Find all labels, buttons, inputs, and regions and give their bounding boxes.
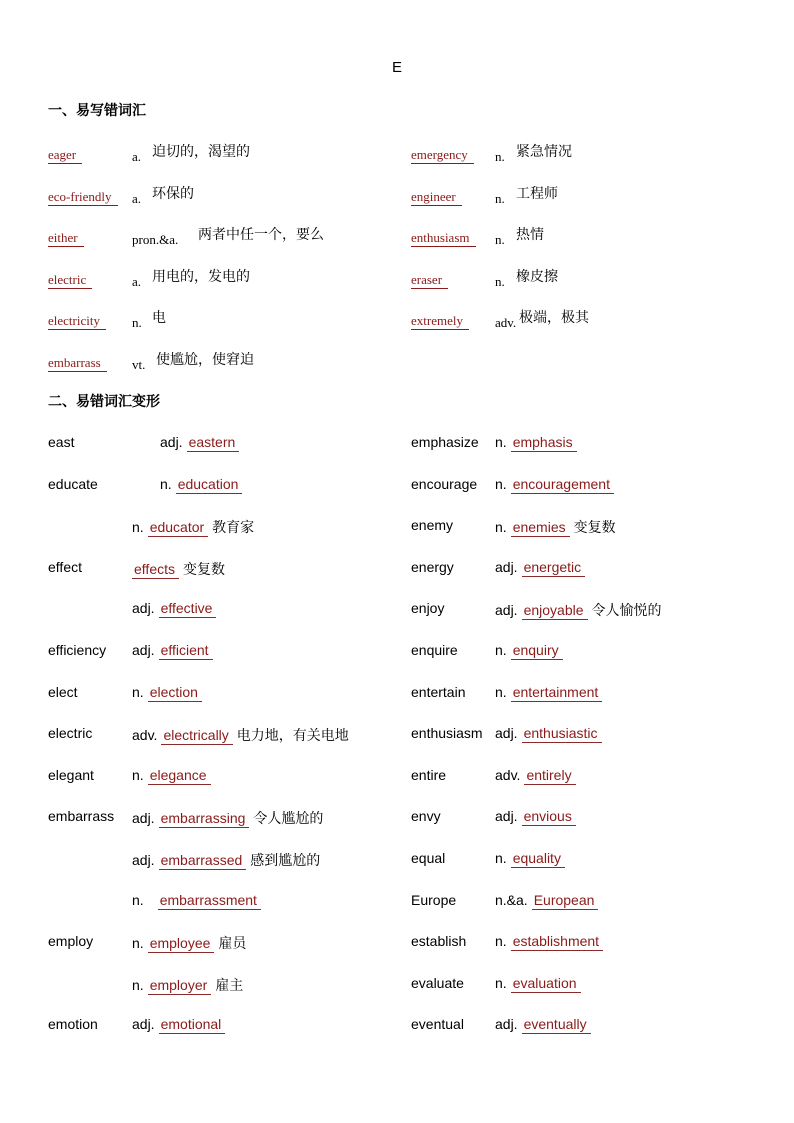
base-word: entertain xyxy=(411,683,466,700)
part-of-speech: n. xyxy=(132,891,144,908)
answer-blank: enemies xyxy=(511,519,570,537)
derived-form xyxy=(495,892,598,910)
form-note: 变复数 xyxy=(573,520,616,537)
derived-form xyxy=(132,975,243,995)
part-of-speech: n. xyxy=(495,273,505,289)
base-word: enquire xyxy=(411,642,458,658)
answer-blank: election xyxy=(148,684,202,702)
answer-blank: equality xyxy=(511,850,565,868)
base-word: efficiency xyxy=(48,642,107,658)
answer-blank: emotional xyxy=(159,1016,226,1034)
answer-blank: employee xyxy=(148,935,215,953)
derived-form xyxy=(495,642,563,660)
derived-form xyxy=(495,559,585,577)
answer-blank: embarrassed xyxy=(159,852,247,870)
vocab-word: emergency xyxy=(411,147,474,164)
derived-form xyxy=(160,434,239,452)
part-of-speech: n.&a. xyxy=(495,891,528,908)
part-of-speech: n. xyxy=(132,315,142,330)
answer-blank: efficient xyxy=(159,642,213,660)
part-of-speech: adv. xyxy=(495,315,517,330)
base-word: envy xyxy=(411,808,441,825)
part-of-speech: a. xyxy=(132,273,142,289)
answer-blank: educator xyxy=(148,519,208,537)
base-word: enemy xyxy=(411,517,454,534)
base-word: emotion xyxy=(48,1016,98,1033)
part-of-speech: n. xyxy=(132,935,144,952)
part-of-speech: pron.&a. xyxy=(132,232,179,247)
answer-blank: entirely xyxy=(524,767,575,785)
derived-form xyxy=(495,850,565,868)
part-of-speech: n. xyxy=(132,519,144,536)
part-of-speech: adj. xyxy=(132,600,155,617)
answer-blank: envious xyxy=(522,808,576,826)
vocab-word: eco-friendly xyxy=(48,189,118,206)
derived-form xyxy=(132,725,349,745)
derived-form xyxy=(495,434,577,452)
derived-form xyxy=(160,476,242,494)
part-of-speech: a. xyxy=(132,149,142,164)
form-note: 电力地，有关电地 xyxy=(236,728,349,745)
answer-blank: employer xyxy=(148,977,212,995)
derived-form xyxy=(132,517,254,537)
part-of-speech: n. xyxy=(495,519,507,536)
part-of-speech: adj. xyxy=(495,1016,518,1033)
derived-form xyxy=(495,517,616,537)
derived-form xyxy=(132,642,213,660)
word-meaning: 橡皮擦 xyxy=(516,268,558,285)
form-note: 雇主 xyxy=(215,977,244,994)
answer-blank: eastern xyxy=(187,434,240,452)
word-meaning: 热情 xyxy=(516,227,544,243)
derived-form xyxy=(132,1016,225,1034)
part-of-speech: adj. xyxy=(132,1016,155,1033)
part-of-speech: n. xyxy=(495,850,507,866)
base-word: elegant xyxy=(48,766,94,783)
part-of-speech: adj. xyxy=(495,558,518,575)
part-of-speech: n. xyxy=(495,683,507,700)
word-meaning: 两者中任一个，要么 xyxy=(198,227,324,243)
answer-blank: energetic xyxy=(522,559,586,577)
vocab-word: extremely xyxy=(411,313,469,330)
derived-form xyxy=(495,725,602,743)
part-of-speech: n. xyxy=(495,149,505,164)
word-meaning: 迫切的，渴望的 xyxy=(152,144,250,160)
derived-form xyxy=(132,933,246,953)
base-word: electric xyxy=(48,725,93,742)
section-heading-misspelled: 一、易写错词汇 xyxy=(48,103,146,119)
answer-blank: eventually xyxy=(522,1016,591,1034)
base-word: embarrass xyxy=(48,808,115,825)
base-word: entire xyxy=(411,766,447,783)
base-word: Europe xyxy=(411,891,457,908)
part-of-speech: n. xyxy=(495,434,507,450)
derived-form xyxy=(495,933,603,951)
part-of-speech: adj. xyxy=(132,642,155,658)
form-note: 教育家 xyxy=(212,520,255,537)
vocab-word: electric xyxy=(48,272,92,289)
answer-blank: European xyxy=(532,892,599,910)
word-meaning: 电 xyxy=(152,310,166,326)
base-word: equal xyxy=(411,850,446,866)
answer-blank: enjoyable xyxy=(522,602,588,620)
page-title: E xyxy=(391,59,402,76)
answer-blank: evaluation xyxy=(511,975,581,993)
answer-blank: establishment xyxy=(511,933,603,951)
form-note: 变复数 xyxy=(183,561,225,578)
part-of-speech: adj. xyxy=(132,810,155,827)
derived-form xyxy=(132,600,216,618)
part-of-speech: adj. xyxy=(495,725,518,742)
word-meaning: 工程师 xyxy=(516,185,558,202)
answer-blank: emphasis xyxy=(511,434,577,452)
word-meaning: 紧急情况 xyxy=(516,144,572,160)
derived-form xyxy=(495,476,614,494)
word-meaning: 极端，极其 xyxy=(519,310,589,326)
base-word: energy xyxy=(411,558,454,575)
vocab-word: engineer xyxy=(411,189,462,206)
answer-blank: effects xyxy=(132,561,179,579)
part-of-speech: n. xyxy=(160,475,172,492)
form-note: 令人愉悦的 xyxy=(591,603,662,620)
derived-form xyxy=(495,1016,591,1034)
base-word: establish xyxy=(411,933,467,950)
base-word: emphasize xyxy=(411,434,479,450)
part-of-speech: n. xyxy=(132,976,144,993)
answer-blank: electrically xyxy=(161,727,232,745)
vocab-word: embarrass xyxy=(48,355,107,372)
part-of-speech: n. xyxy=(495,642,507,658)
base-word: encourage xyxy=(411,475,478,492)
part-of-speech: a. xyxy=(132,190,142,206)
derived-form xyxy=(495,975,581,993)
word-meaning: 用电的，发电的 xyxy=(152,268,250,285)
part-of-speech: n. xyxy=(495,974,507,991)
derived-form xyxy=(132,808,323,828)
derived-form xyxy=(132,559,225,579)
form-note: 雇员 xyxy=(218,936,247,953)
answer-blank: embarrassment xyxy=(158,892,261,910)
part-of-speech: adj. xyxy=(495,808,518,825)
section-heading-word-forms: 二、易错词汇变形 xyxy=(48,394,160,410)
base-word: eventual xyxy=(411,1016,464,1033)
answer-blank: entertainment xyxy=(511,684,603,702)
base-word: elect xyxy=(48,683,78,700)
derived-form xyxy=(495,600,662,620)
derived-form xyxy=(495,808,576,826)
answer-blank: enquiry xyxy=(511,642,563,660)
word-meaning: 使尴尬，使窘迫 xyxy=(156,351,254,368)
derived-form xyxy=(132,850,320,870)
answer-blank: education xyxy=(176,476,243,494)
part-of-speech: vt. xyxy=(132,356,146,372)
derived-form xyxy=(132,892,261,910)
part-of-speech: n. xyxy=(495,933,507,950)
answer-blank: encouragement xyxy=(511,476,614,494)
base-word: evaluate xyxy=(411,974,464,991)
part-of-speech: n. xyxy=(132,766,144,783)
word-meaning: 环保的 xyxy=(152,185,194,202)
answer-blank: embarrassing xyxy=(159,810,250,828)
vocab-word: eraser xyxy=(411,272,448,289)
derived-form xyxy=(495,767,576,785)
vocab-word: enthusiasm xyxy=(411,230,476,247)
part-of-speech: n. xyxy=(132,683,144,700)
derived-form xyxy=(132,684,202,702)
form-note: 感到尴尬的 xyxy=(250,853,321,869)
answer-blank: elegance xyxy=(148,767,211,785)
part-of-speech: n. xyxy=(495,232,505,247)
part-of-speech: n. xyxy=(495,475,507,492)
base-word: east xyxy=(48,434,75,450)
base-word: enjoy xyxy=(411,600,445,617)
part-of-speech: adv. xyxy=(495,766,521,783)
part-of-speech: adj. xyxy=(132,852,155,868)
derived-form xyxy=(495,684,602,702)
base-word: educate xyxy=(48,475,98,492)
part-of-speech: adj. xyxy=(160,434,183,450)
answer-blank: enthusiastic xyxy=(522,725,602,743)
vocab-word: eager xyxy=(48,147,82,164)
part-of-speech: n. xyxy=(495,190,505,206)
base-word: enthusiasm xyxy=(411,725,483,742)
vocab-word: electricity xyxy=(48,313,106,330)
part-of-speech: adv. xyxy=(132,727,158,744)
vocab-word: either xyxy=(48,230,84,247)
answer-blank: effective xyxy=(159,600,217,618)
base-word: employ xyxy=(48,933,94,950)
form-note: 令人尴尬的 xyxy=(253,811,324,828)
derived-form xyxy=(132,767,211,785)
base-word: effect xyxy=(48,558,82,575)
part-of-speech: adj. xyxy=(495,602,518,619)
